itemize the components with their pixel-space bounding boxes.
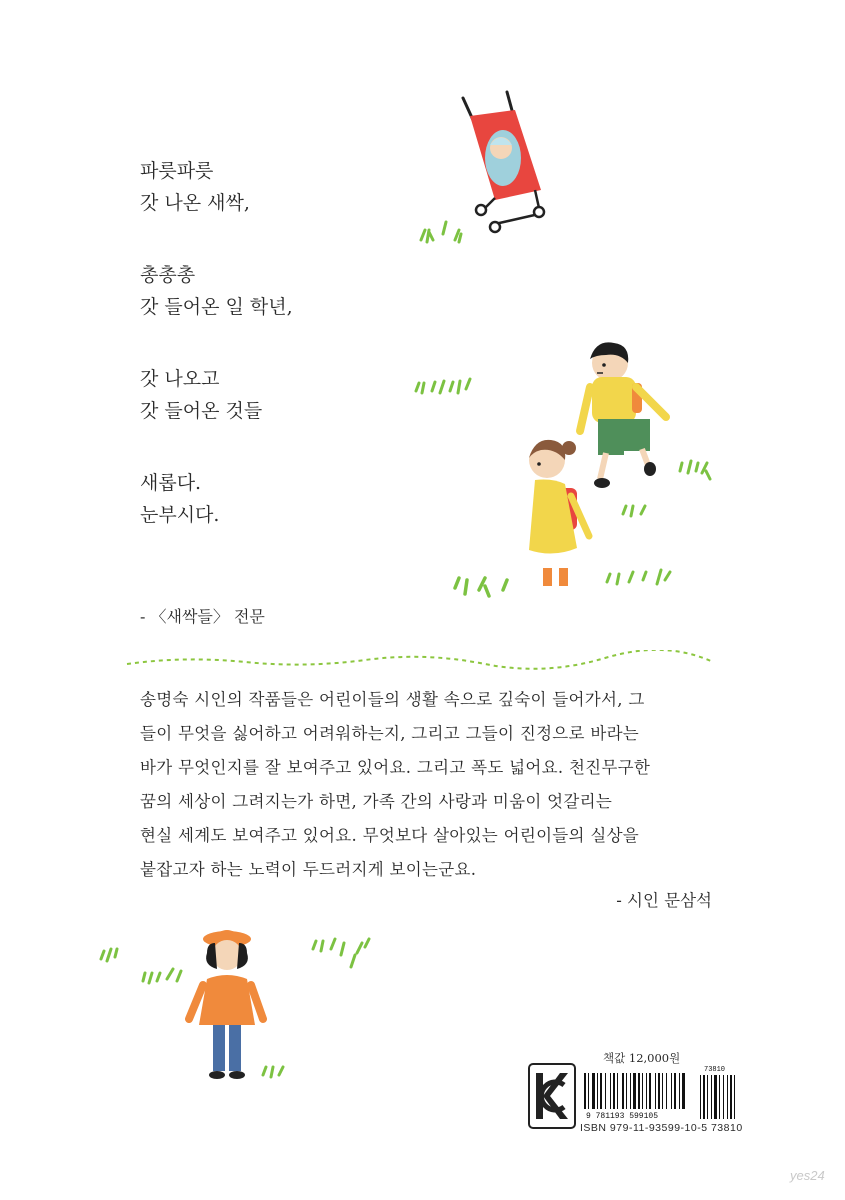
girl-with-backpack-illustration bbox=[445, 430, 695, 610]
review-line: 붙잡고자 하는 노력이 두드러지게 보이는군요. bbox=[140, 860, 477, 879]
poem bbox=[140, 155, 480, 531]
poem-line: 갓 들어온 것들 bbox=[140, 400, 263, 422]
poem-credit: - 〈새싹들〉 전문 bbox=[140, 607, 265, 626]
book-price: 책값 12,000원 bbox=[603, 1051, 681, 1065]
poem-line: 총총총 bbox=[140, 264, 196, 286]
poem-line: 갓 나온 새싹, bbox=[140, 192, 250, 214]
review-line: 송명숙 시인의 작품들은 어린이들의 생활 속으로 깊숙이 들어가서, 그 bbox=[140, 690, 645, 709]
isbn-number: ISBN 979-11-93599-10-5 73810 bbox=[580, 1122, 743, 1134]
poem-line: 새롭다. bbox=[140, 472, 202, 494]
review-text bbox=[140, 683, 730, 887]
wavy-dotted-divider bbox=[125, 650, 715, 674]
review-line: 들이 무엇을 싫어하고 어려워하는지, 그리고 그들이 진정으로 바라는 bbox=[140, 724, 640, 743]
review-line: 바가 무엇인지를 잘 보여주고 있어요. 그리고 폭도 넓어요. 천진무구한 bbox=[140, 758, 651, 777]
addon-code: 73810 bbox=[704, 1066, 726, 1074]
poem-line: 갓 들어온 일 학년, bbox=[140, 296, 293, 318]
poem-line: 파릇파릇 bbox=[140, 160, 214, 182]
barcode-digits: 9 781193 599105 bbox=[586, 1112, 659, 1121]
isbn-barcode bbox=[584, 1065, 744, 1121]
kc-mark-icon bbox=[528, 1063, 576, 1129]
poem-line: 갓 나오고 bbox=[140, 368, 220, 390]
review-line: 꿈의 세상이 그려지는가 하면, 가족 간의 사랑과 미움이 엇갈리는 bbox=[140, 792, 613, 811]
child-in-hat-illustration bbox=[95, 925, 385, 1085]
poem-line: 눈부시다. bbox=[140, 504, 220, 526]
reviewer-credit: - 시인 문삼석 bbox=[616, 891, 712, 910]
watermark-logo: yes24 bbox=[790, 1168, 825, 1183]
review-line: 현실 세계도 보여주고 있어요. 무엇보다 살아있는 어린이들의 실상을 bbox=[140, 826, 640, 845]
